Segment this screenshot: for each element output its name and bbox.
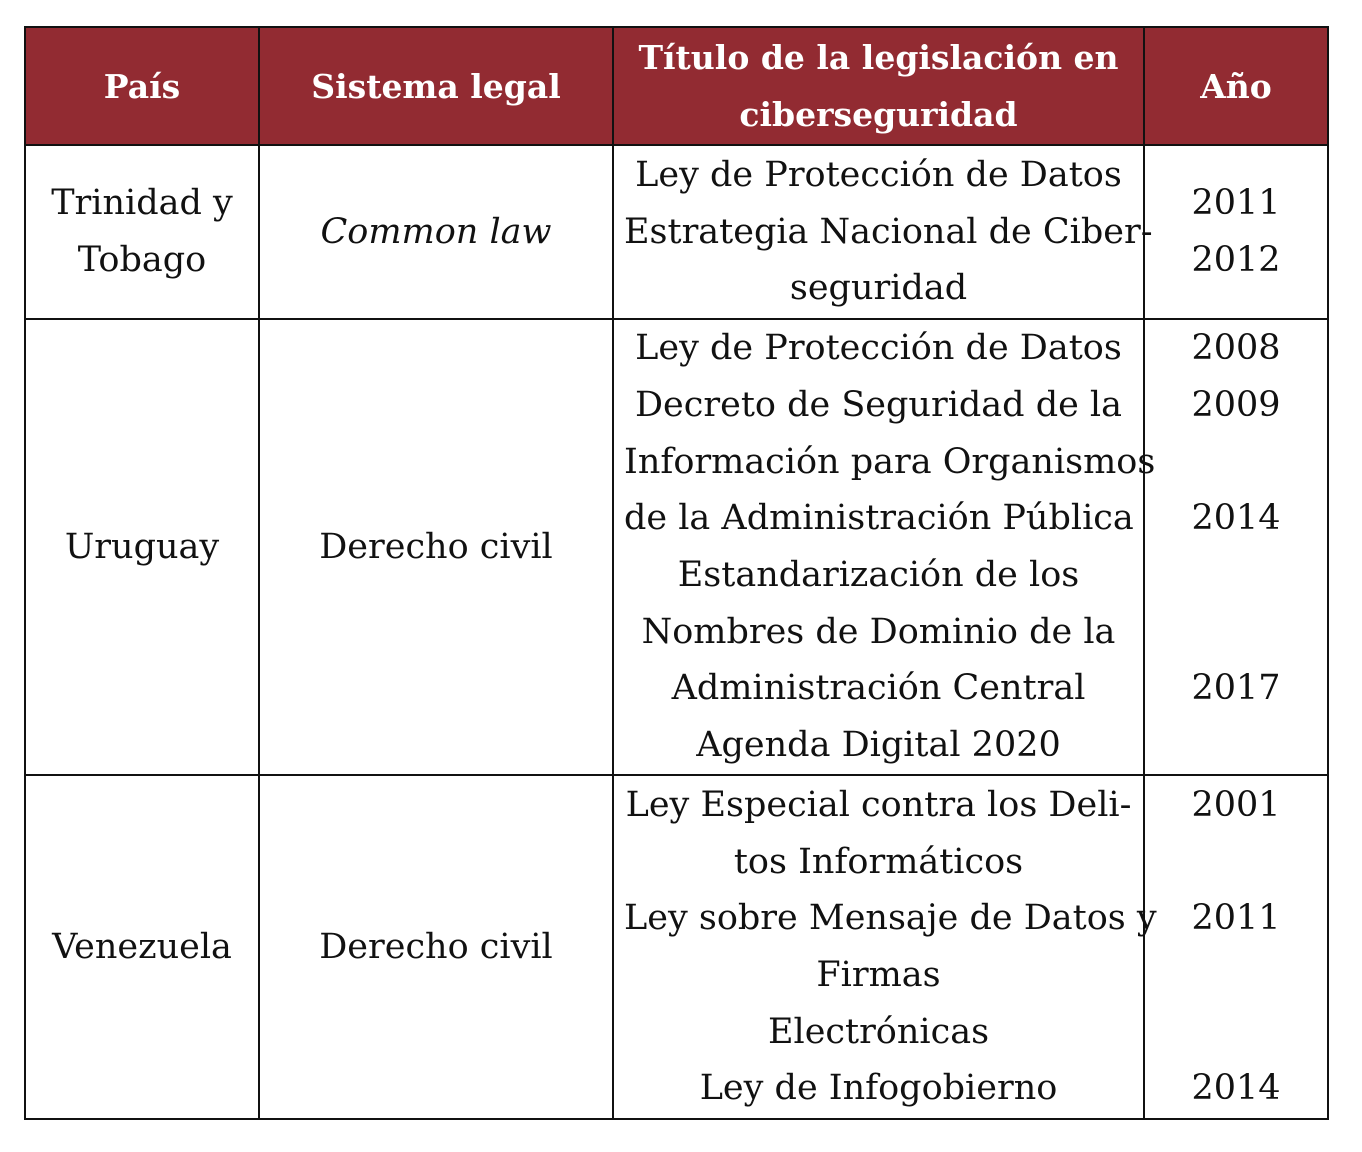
header-legislation-title: [613, 27, 1144, 145]
legislation-line: Decreto de Seguridad de la: [635, 384, 1122, 425]
year-line: 2011: [1191, 183, 1281, 224]
header-legal-system: Sistema legal: [259, 27, 613, 145]
legislation-cell: [613, 775, 1157, 1119]
legislation-line: Ley de Infogobierno: [699, 1068, 1058, 1109]
legislation-line: Electrónicas: [767, 1011, 990, 1052]
year-spacer: [1155, 717, 1317, 774]
year-spacer: [1155, 547, 1317, 604]
legislation-line: seguridad: [789, 268, 968, 309]
legislation-line: Nombres de Dominio de la: [641, 611, 1116, 652]
year-line: 2001: [1191, 784, 1281, 825]
table-row-trinidad-tobago: [25, 145, 1328, 319]
legal-system-cell: Derecho civil: [259, 775, 613, 1119]
header-title-line: ciberseguridad: [739, 95, 1018, 134]
legislation-cell: [613, 319, 1156, 775]
year-line: 2017: [1191, 668, 1281, 709]
legislation-line: tos Informáticos: [733, 841, 1024, 882]
year-spacer: [1155, 834, 1317, 891]
legal-system-cell: Derecho civil: [259, 319, 613, 775]
year-spacer: [1155, 947, 1317, 1004]
legislation-line: de la Administración Pública: [624, 498, 1134, 539]
year-cell: [1144, 775, 1328, 1119]
header-title-line: Título de la legislación en: [638, 38, 1119, 77]
legislation-line: Ley sobre Mensaje de Datos y: [624, 898, 1157, 939]
country-cell: Uruguay: [25, 319, 259, 775]
legislation-line: Firmas: [816, 955, 941, 995]
year-spacer: [1155, 434, 1317, 491]
country-line: Tobago: [77, 240, 207, 280]
year-cell: [1144, 145, 1328, 319]
legislation-line: Agenda Digital 2020: [696, 725, 1061, 766]
legislation-cell: [613, 145, 1153, 319]
header-country: País: [25, 27, 259, 145]
header-row: [25, 27, 1328, 145]
legislation-table: [24, 26, 1329, 1120]
table-row-uruguay: [25, 319, 1328, 775]
legal-system-text: Common law: [320, 211, 552, 252]
legislation-line: Información para Organismos: [624, 441, 1156, 482]
country-line: Trinidad y: [51, 183, 233, 224]
country-cell: [25, 145, 259, 319]
legislation-line: Estrategia Nacional de Ciber-: [624, 211, 1153, 252]
year-line: 2012: [1191, 240, 1281, 280]
year-line: 2014: [1191, 498, 1281, 539]
table-row-venezuela: [25, 775, 1328, 1119]
legislation-line: Ley de Protección de Datos: [635, 154, 1122, 195]
header-year: Año: [1144, 27, 1328, 145]
legislation-line: Estandarización de los: [677, 555, 1080, 595]
country-cell: Venezuela: [25, 775, 259, 1119]
legislation-line: Ley Especial contra los Deli-: [625, 784, 1132, 825]
legislation-line: Administración Central: [671, 668, 1086, 709]
year-cell: [1144, 319, 1328, 775]
year-line: 2009: [1191, 384, 1281, 425]
legal-system-cell: [259, 145, 613, 319]
year-line: 2011: [1191, 898, 1281, 939]
year-spacer: [1155, 604, 1317, 661]
year-line: 2014: [1191, 1068, 1281, 1109]
legislation-line: Ley de Protección de Datos: [635, 328, 1122, 369]
year-spacer: [1155, 1004, 1317, 1061]
year-line: 2008: [1191, 328, 1281, 369]
